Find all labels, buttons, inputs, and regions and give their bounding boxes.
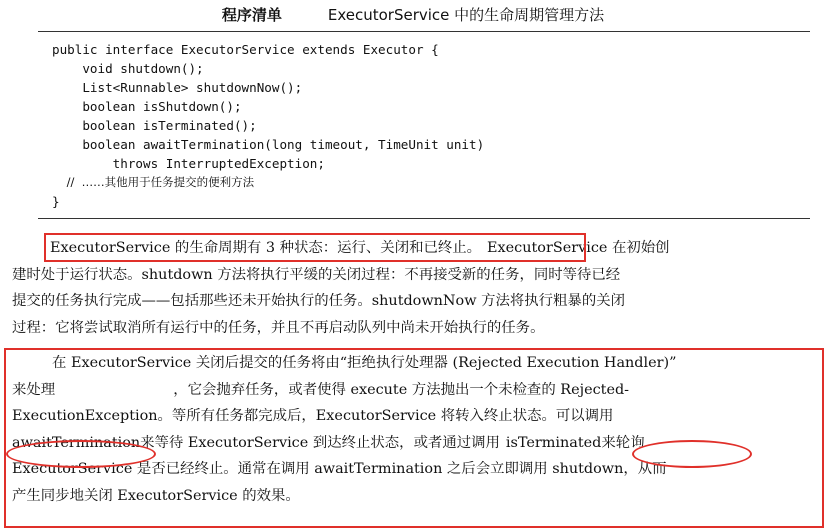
code-line: boolean isTerminated(); — [52, 118, 257, 133]
paragraph-text: ExecutorService 是否已经终止。通常在调用 awaitTermination 之后会立即调用 shutdown，从而 — [12, 461, 667, 477]
listing-caption — [0, 4, 826, 25]
circle-await-termination — [6, 440, 156, 468]
lifecycle-states-highlight: ExecutorService 的生命周期有 3 种状态：运行、关闭和已终止。 — [50, 240, 482, 256]
code-line: // ……其他用于任务提交的便利方法 — [52, 175, 255, 189]
highlight-box-states — [44, 233, 586, 262]
code-line: public interface ExecutorService extends Executor { — [52, 42, 439, 57]
code-line: } — [52, 194, 60, 209]
code-line: List<Runnable> shutdownNow(); — [52, 80, 303, 95]
listing-title: ExecutorService 中的生命周期管理方法 — [327, 6, 605, 24]
paragraph-text: 在 ExecutorService 关闭后提交的任务将由“拒绝执行处理器 (Rejected Execution Handler)” — [52, 355, 677, 371]
paragraph-text: 来轮询 — [601, 434, 645, 451]
bottom-rule — [38, 218, 810, 219]
code-line: boolean isShutdown(); — [52, 99, 242, 114]
paragraph-text: ，它会抛弃任务，或者使得 execute 方法抛出一个未检查的 Rejected- — [173, 381, 630, 398]
paragraph-text: 来处理 — [12, 381, 56, 398]
paragraph-text: 提交的任务执行完成——包括那些还未开始执行的任务。shutdownNow 方法将执行粗暴的关闭 — [12, 293, 625, 309]
paragraph-text: ExecutionException。等所有任务都完成后，ExecutorService 将转入终止状态。可以调用 — [12, 408, 614, 424]
code-line: boolean awaitTermination(long timeout, TimeUnit unit) — [52, 137, 485, 152]
paragraph-text: 过程：它将尝试取消所有运行中的任务，并且不再启动队列中尚未开始执行的任务。 — [12, 319, 545, 336]
paragraph-text: ExecutorService 在初始创 — [487, 240, 670, 256]
highlight-box-paragraph — [4, 348, 824, 528]
paragraph-text: 产生同步地关闭 ExecutorService 的效果。 — [12, 487, 300, 504]
circle-is-terminated — [632, 440, 752, 468]
is-terminated-term: isTerminated — [505, 434, 602, 451]
listing-label: 程序清单 — [221, 6, 282, 24]
top-rule — [38, 31, 810, 32]
code-line: throws InterruptedException; — [52, 156, 325, 171]
code-line: void shutdown(); — [52, 61, 204, 76]
await-termination-term: awaitTermination — [12, 434, 141, 451]
paragraph-text: 建时处于运行状态。shutdown 方法将执行平缓的关闭过程：不再接受新的任务，同时等待已经 — [12, 266, 621, 283]
code-listing — [52, 40, 484, 211]
paragraph-text: 来等待 ExecutorService 到达终止状态，或者通过调用 — [140, 434, 500, 451]
